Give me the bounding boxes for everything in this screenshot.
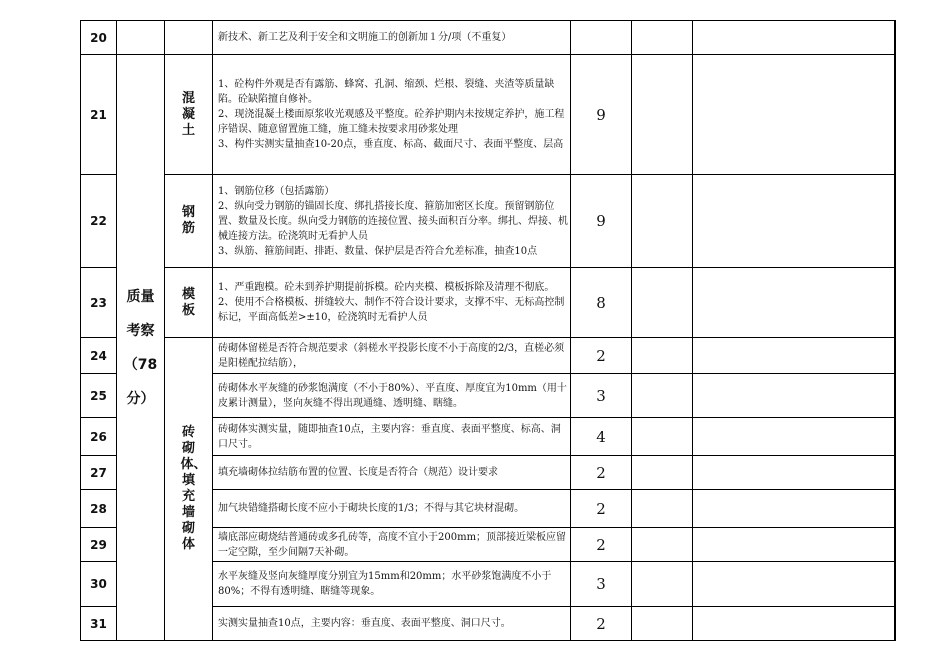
deduction-cell	[632, 607, 693, 641]
row-number: 29	[81, 528, 117, 562]
deduction-cell	[632, 418, 693, 456]
remarks-cell	[895, 55, 896, 175]
category-label-line4: 分）	[126, 390, 155, 407]
row-number: 30	[81, 562, 117, 607]
inspection-criteria	[213, 418, 571, 456]
category-label-line2: 考察	[126, 322, 155, 339]
remarks-cell	[895, 175, 896, 268]
actual-score-cell	[693, 607, 895, 641]
criteria-line: 砖砌体实测实量，随即抽查10点，主要内容：垂直度、表面平整度、标高、洞口尺寸。	[218, 423, 561, 450]
score-cell: 2	[571, 338, 632, 374]
score-cell: 4	[571, 418, 632, 456]
category-quality-inspection	[117, 55, 165, 641]
criteria-line: 1、砼构件外观是否有露筋、蜂窝、孔洞、缩颈、烂根、裂缝、夹渣等质量缺陷。砼缺陷擅自修补。	[218, 79, 555, 105]
criteria-line: 砖砌体水平灰缝的砂浆饱满度（不小于80%）、平直度、厚度宜为10mm（用十皮累计测量），竖向灰缝不得出现通缝、透明缝、瞎缝。	[218, 382, 567, 409]
subcategory-concrete	[165, 55, 213, 175]
subcategory-formwork	[165, 268, 213, 338]
remarks-merged-cell	[895, 338, 896, 641]
inspection-criteria	[213, 374, 571, 418]
score-cell: 2	[571, 528, 632, 562]
criteria-line: 2、使用不合格模板、拼缝较大、制作不符合设计要求，支撑不牢、无标高控制标记，平面高低差>±10，砼浇筑时无看护人员	[218, 297, 565, 323]
criteria-line: 填充墙砌体拉结筋布置的位置、长度是否符合（规范）设计要求	[218, 467, 498, 478]
actual-score-cell	[693, 175, 895, 268]
category-empty-cell	[117, 21, 165, 55]
row-number: 31	[81, 607, 117, 641]
row-number: 21	[81, 55, 117, 175]
deduction-cell	[632, 528, 693, 562]
actual-score-cell	[693, 490, 895, 528]
score-cell: 9	[571, 55, 632, 175]
inspection-criteria	[213, 55, 571, 175]
remarks-cell	[895, 268, 896, 338]
criteria-line: 砖砌体留槎是否符合规范要求（斜槎水平投影长度不小于高度的2/3，直槎必须是阳槎配拉结筋），	[218, 342, 565, 369]
score-cell: 2	[571, 490, 632, 528]
deduction-cell	[632, 21, 693, 55]
actual-score-cell	[693, 374, 895, 418]
table-row	[81, 268, 896, 338]
criteria-line: 新技术、新工艺及利于安全和文明施工的创新加１分/项（不重复）	[218, 32, 512, 43]
inspection-criteria	[213, 562, 571, 607]
inspection-criteria	[213, 175, 571, 268]
criteria-line: 2、纵向受力钢筋的锚固长度、绑扎搭接长度、箍筋加密区长度。预留钢筋位置、数量及长度。纵向受力钢筋的连接位置、接头面积百分率。绑扎、焊接、机械连接方法。砼浇筑时无看护人员	[218, 200, 568, 242]
subcategory-label: 混凝土	[181, 90, 195, 138]
category-label-line3: （78	[123, 356, 158, 373]
deduction-cell	[632, 338, 693, 374]
quality-inspection-table	[80, 20, 896, 641]
criteria-line: 墙底部应砌烧结普通砖或多孔砖等，高度不宜小于200mm；顶部接近梁板应留一定空隙，至少间隔7天补砌。	[218, 531, 567, 558]
score-cell: 2	[571, 607, 632, 641]
actual-score-cell	[693, 562, 895, 607]
row-number: 23	[81, 268, 117, 338]
deduction-cell	[632, 175, 693, 268]
subcategory-rebar	[165, 175, 213, 268]
row-number: 27	[81, 456, 117, 490]
subcategory-label: 砖砌体、填充墙砌体	[180, 425, 207, 552]
deduction-cell	[632, 374, 693, 418]
inspection-criteria	[213, 528, 571, 562]
actual-score-cell	[693, 418, 895, 456]
score-cell: 2	[571, 456, 632, 490]
inspection-criteria	[213, 607, 571, 641]
row-number: 28	[81, 490, 117, 528]
deduction-cell	[632, 456, 693, 490]
criteria-line: 3、构件实测实量抽查10-20点，垂直度、标高、截面尺寸、表面平整度、层高	[218, 139, 564, 150]
subcategory-masonry	[165, 338, 213, 641]
criteria-line: 实测实量抽查10点，主要内容：垂直度、表面平整度、洞口尺寸。	[218, 618, 511, 629]
inspection-criteria	[213, 456, 571, 490]
table-row	[81, 55, 896, 175]
inspection-criteria	[213, 338, 571, 374]
criteria-line: 水平灰缝及竖向灰缝厚度分别宜为15mm和20mm；水平砂浆饱满度不小于80%；不得有透明缝、瞎缝等现象。	[218, 571, 552, 597]
deduction-cell	[632, 55, 693, 175]
actual-score-cell	[693, 338, 895, 374]
row-number: 26	[81, 418, 117, 456]
table-row	[81, 175, 896, 268]
remarks-cell	[895, 21, 896, 55]
score-cell: 3	[571, 562, 632, 607]
category-label-line1: 质量	[126, 288, 155, 305]
criteria-line: 2、现浇混凝土楼面原浆收光观感及平整度。砼养护期内未按规定养护，施工程序错误、随意留置施工缝，施工缝未按要求用砂浆处理	[218, 109, 565, 135]
table-row	[81, 21, 896, 55]
criteria-line: 1、钢筋位移（包括露筋）	[218, 185, 335, 197]
actual-score-cell	[693, 528, 895, 562]
actual-score-cell	[693, 268, 895, 338]
row-number: 24	[81, 338, 117, 374]
criteria-line: 加气块错缝搭砌长度不应小于砌块长度的1/3；不得与其它块材混砌。	[218, 503, 525, 514]
score-cell: 9	[571, 175, 632, 268]
criteria-line: 3、纵筋、箍筋间距、排距、数量、保护层是否符合允差标准，抽查10点	[218, 245, 538, 257]
deduction-cell	[632, 490, 693, 528]
row-number: 20	[81, 21, 117, 55]
subcategory-label: 模板	[181, 286, 195, 318]
subcategory-empty-cell	[165, 21, 213, 55]
inspection-criteria	[213, 268, 571, 338]
actual-score-cell	[693, 456, 895, 490]
score-cell: 3	[571, 374, 632, 418]
inspection-criteria	[213, 21, 571, 55]
actual-score-cell	[693, 21, 895, 55]
table-row	[81, 338, 896, 374]
score-cell: 8	[571, 268, 632, 338]
score-cell	[571, 21, 632, 55]
deduction-cell	[632, 268, 693, 338]
subcategory-label: 钢筋	[181, 205, 195, 236]
deduction-cell	[632, 562, 693, 607]
actual-score-cell	[693, 55, 895, 175]
criteria-line: 1、严重跑模。砼未到养护期提前拆模。砼内夹模、模板拆除及清理不彻底。	[218, 282, 555, 293]
inspection-criteria	[213, 490, 571, 528]
row-number: 25	[81, 374, 117, 418]
row-number: 22	[81, 175, 117, 268]
